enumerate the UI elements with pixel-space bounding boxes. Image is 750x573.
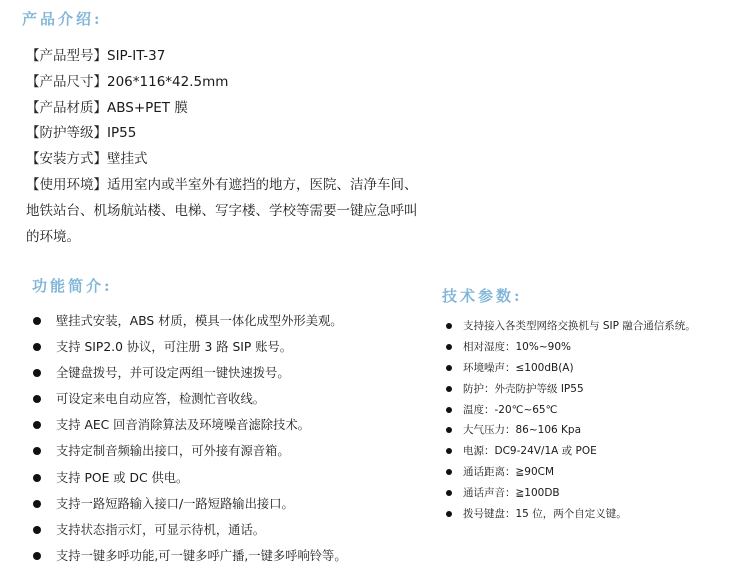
feature-text: 支持状态指示灯，可显示待机，通话。 xyxy=(56,522,266,537)
feature-item xyxy=(30,308,430,334)
intro-value: SIP-IT-37 xyxy=(107,48,166,64)
spec-item xyxy=(444,337,744,358)
intro-section-title: 产品介绍: xyxy=(22,10,103,28)
intro-row-material xyxy=(26,96,496,122)
bullet-icon xyxy=(33,500,41,508)
spec-item xyxy=(444,400,744,421)
intro-value: 壁挂式 xyxy=(107,151,148,168)
bullet-icon xyxy=(446,469,452,475)
intro-label: 【产品材质】 xyxy=(26,99,107,116)
spec-item xyxy=(444,420,744,441)
feature-text: 支持一键多呼功能,可一键多呼广播,一键多呼响铃等。 xyxy=(56,548,347,563)
spec-text: 拨号键盘：15 位，两个自定义键。 xyxy=(463,508,627,521)
bullet-icon xyxy=(446,323,452,329)
feature-text: 全键盘拨号，并可设定两组一键快速拨号。 xyxy=(56,366,290,381)
bullet-icon xyxy=(446,448,452,454)
feature-text: 壁挂式安装，ABS 材质，模具一体化成型外形美观。 xyxy=(56,314,343,328)
bullet-icon xyxy=(446,407,452,413)
feature-item xyxy=(30,334,430,360)
spec-text: 温度：-20℃~65℃ xyxy=(463,403,558,416)
bullet-icon xyxy=(33,526,41,534)
intro-value: 适用室内或半室外有遮挡的地方，医院、洁净车间、 xyxy=(107,176,418,193)
bullet-icon xyxy=(446,365,452,371)
bullet-icon xyxy=(446,427,452,433)
spec-item xyxy=(444,379,744,400)
bullet-icon xyxy=(446,386,452,392)
bullet-icon xyxy=(33,317,41,325)
feature-item xyxy=(30,491,430,517)
spec-item xyxy=(444,483,744,504)
bullet-icon xyxy=(33,343,41,351)
specs-list xyxy=(444,316,744,525)
spec-item xyxy=(444,441,744,462)
feature-text: 支持 AEC 回音消除算法及环境噪音滤除技术。 xyxy=(56,418,310,433)
feature-text: 支持一路短路输入接口/一路短路输出接口。 xyxy=(56,496,294,511)
feature-item xyxy=(30,517,430,543)
bullet-icon xyxy=(33,474,41,482)
spec-item xyxy=(444,316,744,337)
spec-item xyxy=(444,462,744,483)
spec-text: 支持接入各类型网络交换机与 SIP 融合通信系统。 xyxy=(463,320,696,332)
feature-item xyxy=(30,438,430,464)
feature-text: 可设定来电自动应答，检测忙音收线。 xyxy=(56,392,266,407)
bullet-icon xyxy=(33,395,41,403)
bullet-icon xyxy=(446,344,452,350)
feature-text: 支持定制音频输出接口，可外接有源音箱。 xyxy=(56,444,290,459)
feature-text: 支持 POE 或 DC 供电。 xyxy=(56,470,189,485)
bullet-icon xyxy=(33,369,41,377)
spec-text: 通话距离：≧90CM xyxy=(463,466,555,479)
feature-text: 支持 SIP2.0 协议，可注册 3 路 SIP 账号。 xyxy=(56,340,293,355)
intro-label: 【使用环境】 xyxy=(26,176,107,193)
specs-section-title: 技术参数: xyxy=(442,287,523,305)
bullet-icon xyxy=(446,511,452,517)
feature-item xyxy=(30,386,430,412)
spec-text: 相对湿度：10%~90% xyxy=(463,340,571,353)
intro-environment-continuation: 地铁站台、机场航站楼、电梯、写字楼、学校等需要一键应急呼叫 xyxy=(26,202,418,219)
feature-item xyxy=(30,412,430,438)
feature-item xyxy=(30,360,430,386)
intro-environment-continuation: 的环境。 xyxy=(26,228,80,245)
bullet-icon xyxy=(33,447,41,455)
intro-value: 206*116*42.5mm xyxy=(107,73,229,90)
features-list xyxy=(30,308,430,569)
bullet-icon xyxy=(33,421,41,429)
intro-list xyxy=(26,44,496,250)
intro-row-environment xyxy=(26,173,496,199)
intro-value: IP55 xyxy=(107,125,137,142)
spec-item xyxy=(444,504,744,525)
features-section-title: 功能简介: xyxy=(32,277,113,295)
spec-text: 环境噪声：≤100dB(A) xyxy=(463,361,574,374)
feature-item xyxy=(30,465,430,491)
bullet-icon xyxy=(446,490,452,496)
intro-row-protection xyxy=(26,121,496,147)
intro-label: 【安装方式】 xyxy=(26,151,107,168)
intro-label: 【产品型号】 xyxy=(26,48,107,64)
intro-label: 【防护等级】 xyxy=(26,125,107,142)
intro-value: ABS+PET 膜 xyxy=(107,99,188,116)
spec-text: 防护：外壳防护等级 IP55 xyxy=(463,382,584,395)
feature-item xyxy=(30,543,430,569)
intro-row-size xyxy=(26,70,496,96)
intro-label: 【产品尺寸】 xyxy=(26,73,107,90)
intro-row-install xyxy=(26,147,496,173)
intro-row-model xyxy=(26,44,496,70)
spec-text: 电源：DC9-24V/1A 或 POE xyxy=(463,445,597,458)
spec-text: 通话声音：≧100DB xyxy=(463,487,560,500)
spec-item xyxy=(444,358,744,379)
bullet-icon xyxy=(33,552,41,560)
spec-text: 大气压力：86~106 Kpa xyxy=(463,424,582,437)
